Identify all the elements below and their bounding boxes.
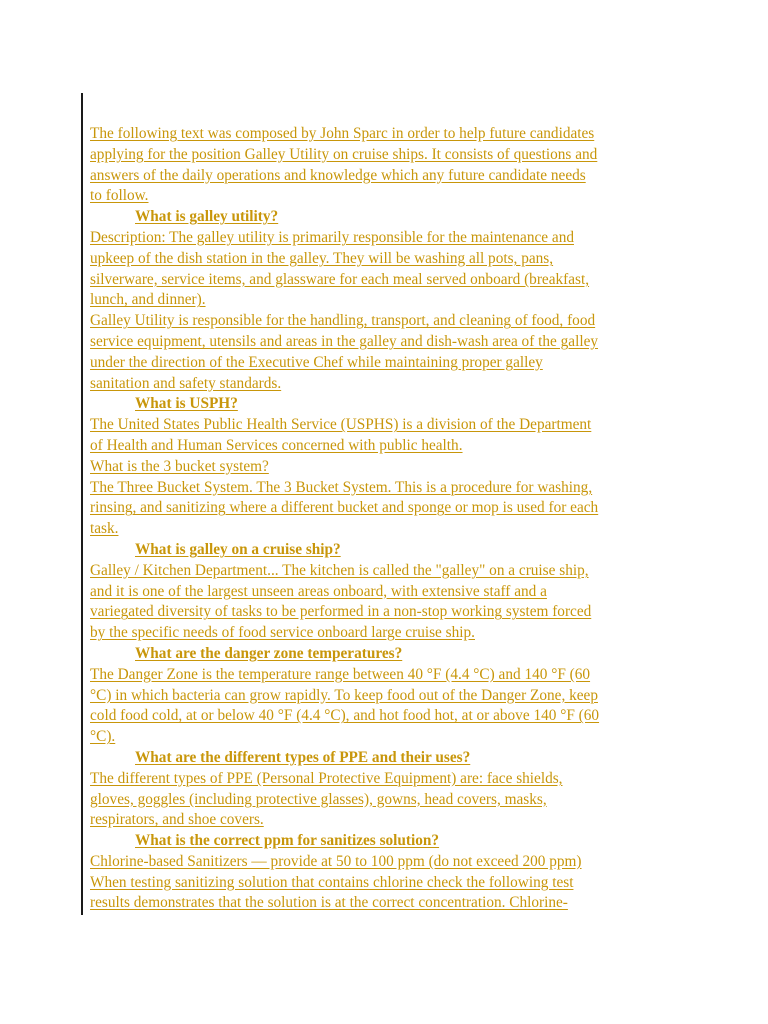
text-line: Description: The galley utility is primarily responsible for the maintenance and [90,228,574,246]
text-line: The different types of PPE (Personal Protective Equipment) are: face shields, [90,769,563,787]
answer-usph [90,415,690,540]
text-line: upkeep of the dish station in the galley. They will be washing all pots, pans, [90,249,554,267]
text-line: °C). [90,728,116,746]
text-line: respirators, and shoe covers. [90,811,264,829]
text-line: variegated diversity of tasks to be performed in a non-stop working system forced [90,603,592,621]
answer-galley-utility [90,228,690,394]
text-line: rinsing, and sanitizing where a different bucket and sponge or mop is used for each [90,499,599,517]
text-line: of Health and Human Services concerned with public health. [90,436,463,454]
question-heading-sanitizer-ppm: What is the correct ppm for sanitizes solution? [135,832,440,850]
question-heading-ppe: What are the different types of PPE and their uses? [135,748,471,766]
question-heading-galley-cruise-ship: What is galley on a cruise ship? [135,540,341,558]
text-line: by the specific needs of food service onboard large cruise ship. [90,624,475,642]
answer-sanitizer-ppm [90,852,690,914]
text-line: task. [90,520,119,538]
text-line: and it is one of the largest unseen areas onboard, with extensive staff and a [90,582,547,600]
text-line: °C) in which bacteria can grow rapidly. To keep food out of the Danger Zone, keep [90,686,598,704]
text-line: service equipment, utensils and areas in the galley and dish-wash area of the galley [90,332,599,350]
answer-ppe [90,769,690,831]
text-line: gloves, goggles (including protective glasses), gowns, head covers, masks, [90,790,547,808]
text-line: The Three Bucket System. The 3 Bucket System. This is a procedure for washing, [90,478,593,496]
question-heading-danger-zone: What are the danger zone temperatures? [135,644,403,662]
question-heading-usph: What is USPH? [135,395,238,413]
answer-danger-zone [90,665,690,748]
text-line: The United States Public Health Service (USPHS) is a division of the Department [90,416,592,434]
text-line: silverware, service items, and glassware for each meal served onboard (breakfast, [90,270,590,288]
text-line: lunch, and dinner). [90,291,206,309]
text-line: Chlorine-based Sanitizers — provide at 50 to 100 ppm (do not exceed 200 ppm) [90,852,582,870]
text-line: sanitation and safety standards. [90,374,282,392]
text-line: The following text was composed by John Sparc in order to help future candidates [90,125,595,142]
text-line: The Danger Zone is the temperature range between 40 °F (4.4 °C) and 140 °F (60 [90,665,591,683]
left-margin-rule [81,93,83,915]
text-line: to follow. [90,187,149,205]
text-line: cold food cold, at or below 40 °F (4.4 °C), and hot food hot, at or above 140 °F (60 [90,707,600,725]
text-line: answers of the daily operations and knowledge which any future candidate needs [90,166,586,184]
intro-paragraph [90,124,690,207]
question-heading-galley-utility: What is galley utility? [135,208,279,226]
text-line: under the direction of the Executive Chef while maintaining proper galley [90,353,543,371]
answer-galley-cruise-ship [90,561,690,644]
text-line: When testing sanitizing solution that contains chlorine check the following test [90,873,574,891]
document-body [90,124,690,914]
text-line: results demonstrates that the solution is at the correct concentration. Chlorine- [90,894,568,912]
text-line: applying for the position Galley Utility on cruise ships. It consists of questions and [90,145,598,163]
text-line: Galley / Kitchen Department... The kitchen is called the "galley" on a cruise ship, [90,561,589,579]
text-line: What is the 3 bucket system? [90,457,269,475]
text-line: Galley Utility is responsible for the handling, transport, and cleaning of food, food [90,312,596,330]
